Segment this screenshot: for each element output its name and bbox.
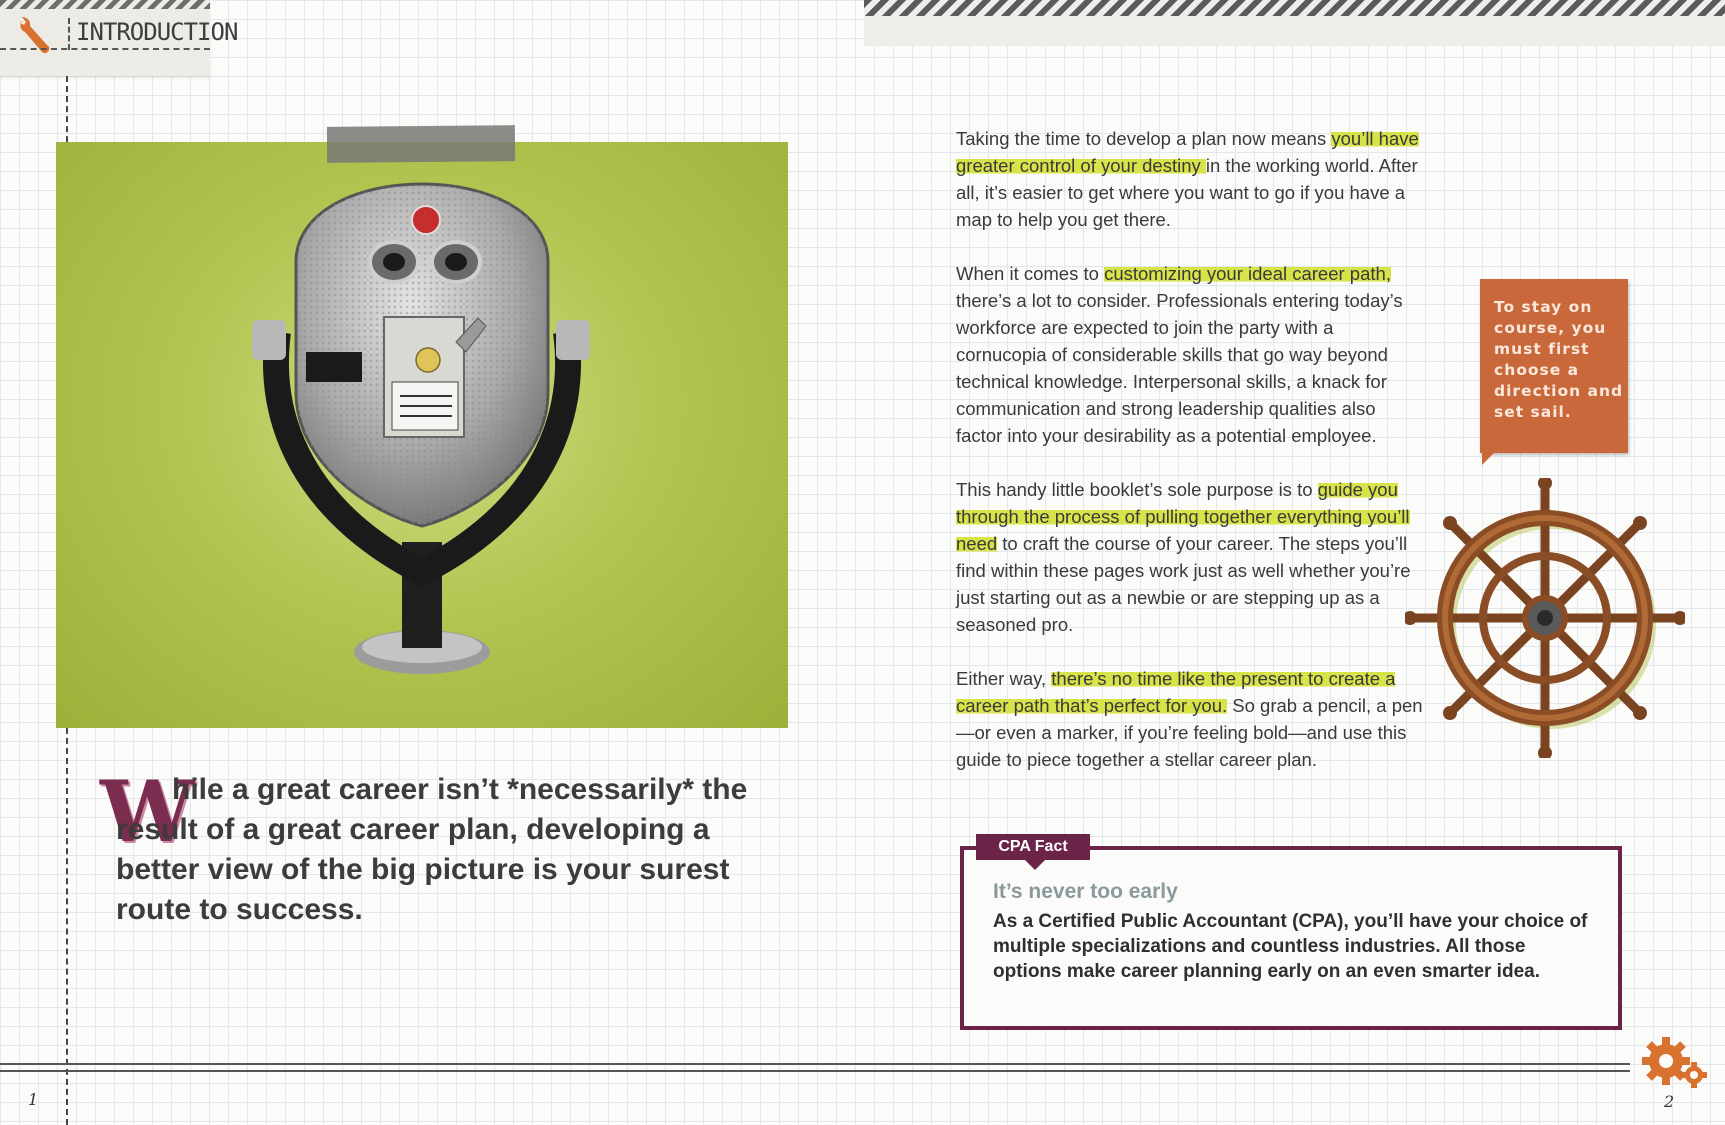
ship-wheel-icon bbox=[1405, 478, 1685, 758]
binocular-photo bbox=[56, 142, 788, 728]
page-number-right: 2 bbox=[1664, 1092, 1675, 1111]
highlight: you’ll have greater control of your destiny bbox=[956, 128, 1419, 176]
cpa-fact-title: It’s never too early bbox=[993, 880, 1178, 903]
section-title: INTRODUCTION bbox=[76, 18, 238, 46]
body-text bbox=[956, 125, 1426, 800]
gears-icon bbox=[1636, 1035, 1716, 1095]
paragraph-3: This handy little booklet’s sole purpose is to guide you through the process of pulling together everything you’ll need to craft the course of your career. The steps you’ll find within these pages work just as well whether you’re just starting out as a newbie or are stepping up as a seasoned pro. bbox=[956, 479, 1411, 635]
top-stripe bbox=[864, 0, 1725, 16]
wrench-icon bbox=[18, 16, 52, 56]
callout-text: To stay on course, you must first choose a direction and set sail. bbox=[1494, 298, 1624, 421]
callout-tail bbox=[1482, 453, 1494, 465]
cpa-fact-tag-tail bbox=[1025, 860, 1045, 870]
pull-quote bbox=[116, 770, 756, 930]
tab-dashed-rule bbox=[0, 48, 210, 50]
tab-separator bbox=[68, 18, 70, 50]
paragraph-2: When it comes to customizing your ideal career path, there’s a lot to consider. Professionals entering today’s workforce are expected to join the party with a cornucopia of considerable skills that go way beyond technical knowledge. Interpersonal skills, a knack for communication and strong leadership qualities also factor into your desirability as a potential employee. bbox=[956, 263, 1403, 446]
tab-stripe bbox=[0, 0, 210, 9]
paragraph-1: Taking the time to develop a plan now means you’ll have greater control of your destiny in the working world. After all, it’s easier to get where you want to go if you have a map to help you get there. bbox=[956, 128, 1419, 230]
masking-tape bbox=[327, 125, 515, 163]
pull-quote-text: hile a great career isn’t *necessarily* the result of a great career plan, developing a better view of the big picture is your surest route to success. bbox=[116, 773, 748, 926]
highlight: customizing your ideal career path, bbox=[1104, 263, 1391, 284]
highlight: guide you through the process of pulling together everything you’ll need bbox=[956, 479, 1410, 554]
footer-rule bbox=[0, 1070, 1630, 1072]
paragraph-4: Either way, there’s no time like the present to create a career path that’s perfect for you. So grab a pencil, a pen—or even a marker, if you’re feeling bold—and use this guide to piece together a stellar career plan. bbox=[956, 668, 1423, 770]
cpa-fact-body: As a Certified Public Accountant (CPA), you’ll have your choice of multiple specializations and countless industries. All those options make career planning early on an even smarter idea. bbox=[993, 911, 1588, 982]
highlight: there’s no time like the present to create a career path that’s perfect for you. bbox=[956, 668, 1396, 716]
page-number-left: 1 bbox=[28, 1090, 39, 1109]
footer-rule bbox=[0, 1063, 1630, 1065]
drop-cap: W bbox=[100, 762, 191, 861]
cpa-fact-tag: CPA Fact bbox=[976, 834, 1090, 860]
